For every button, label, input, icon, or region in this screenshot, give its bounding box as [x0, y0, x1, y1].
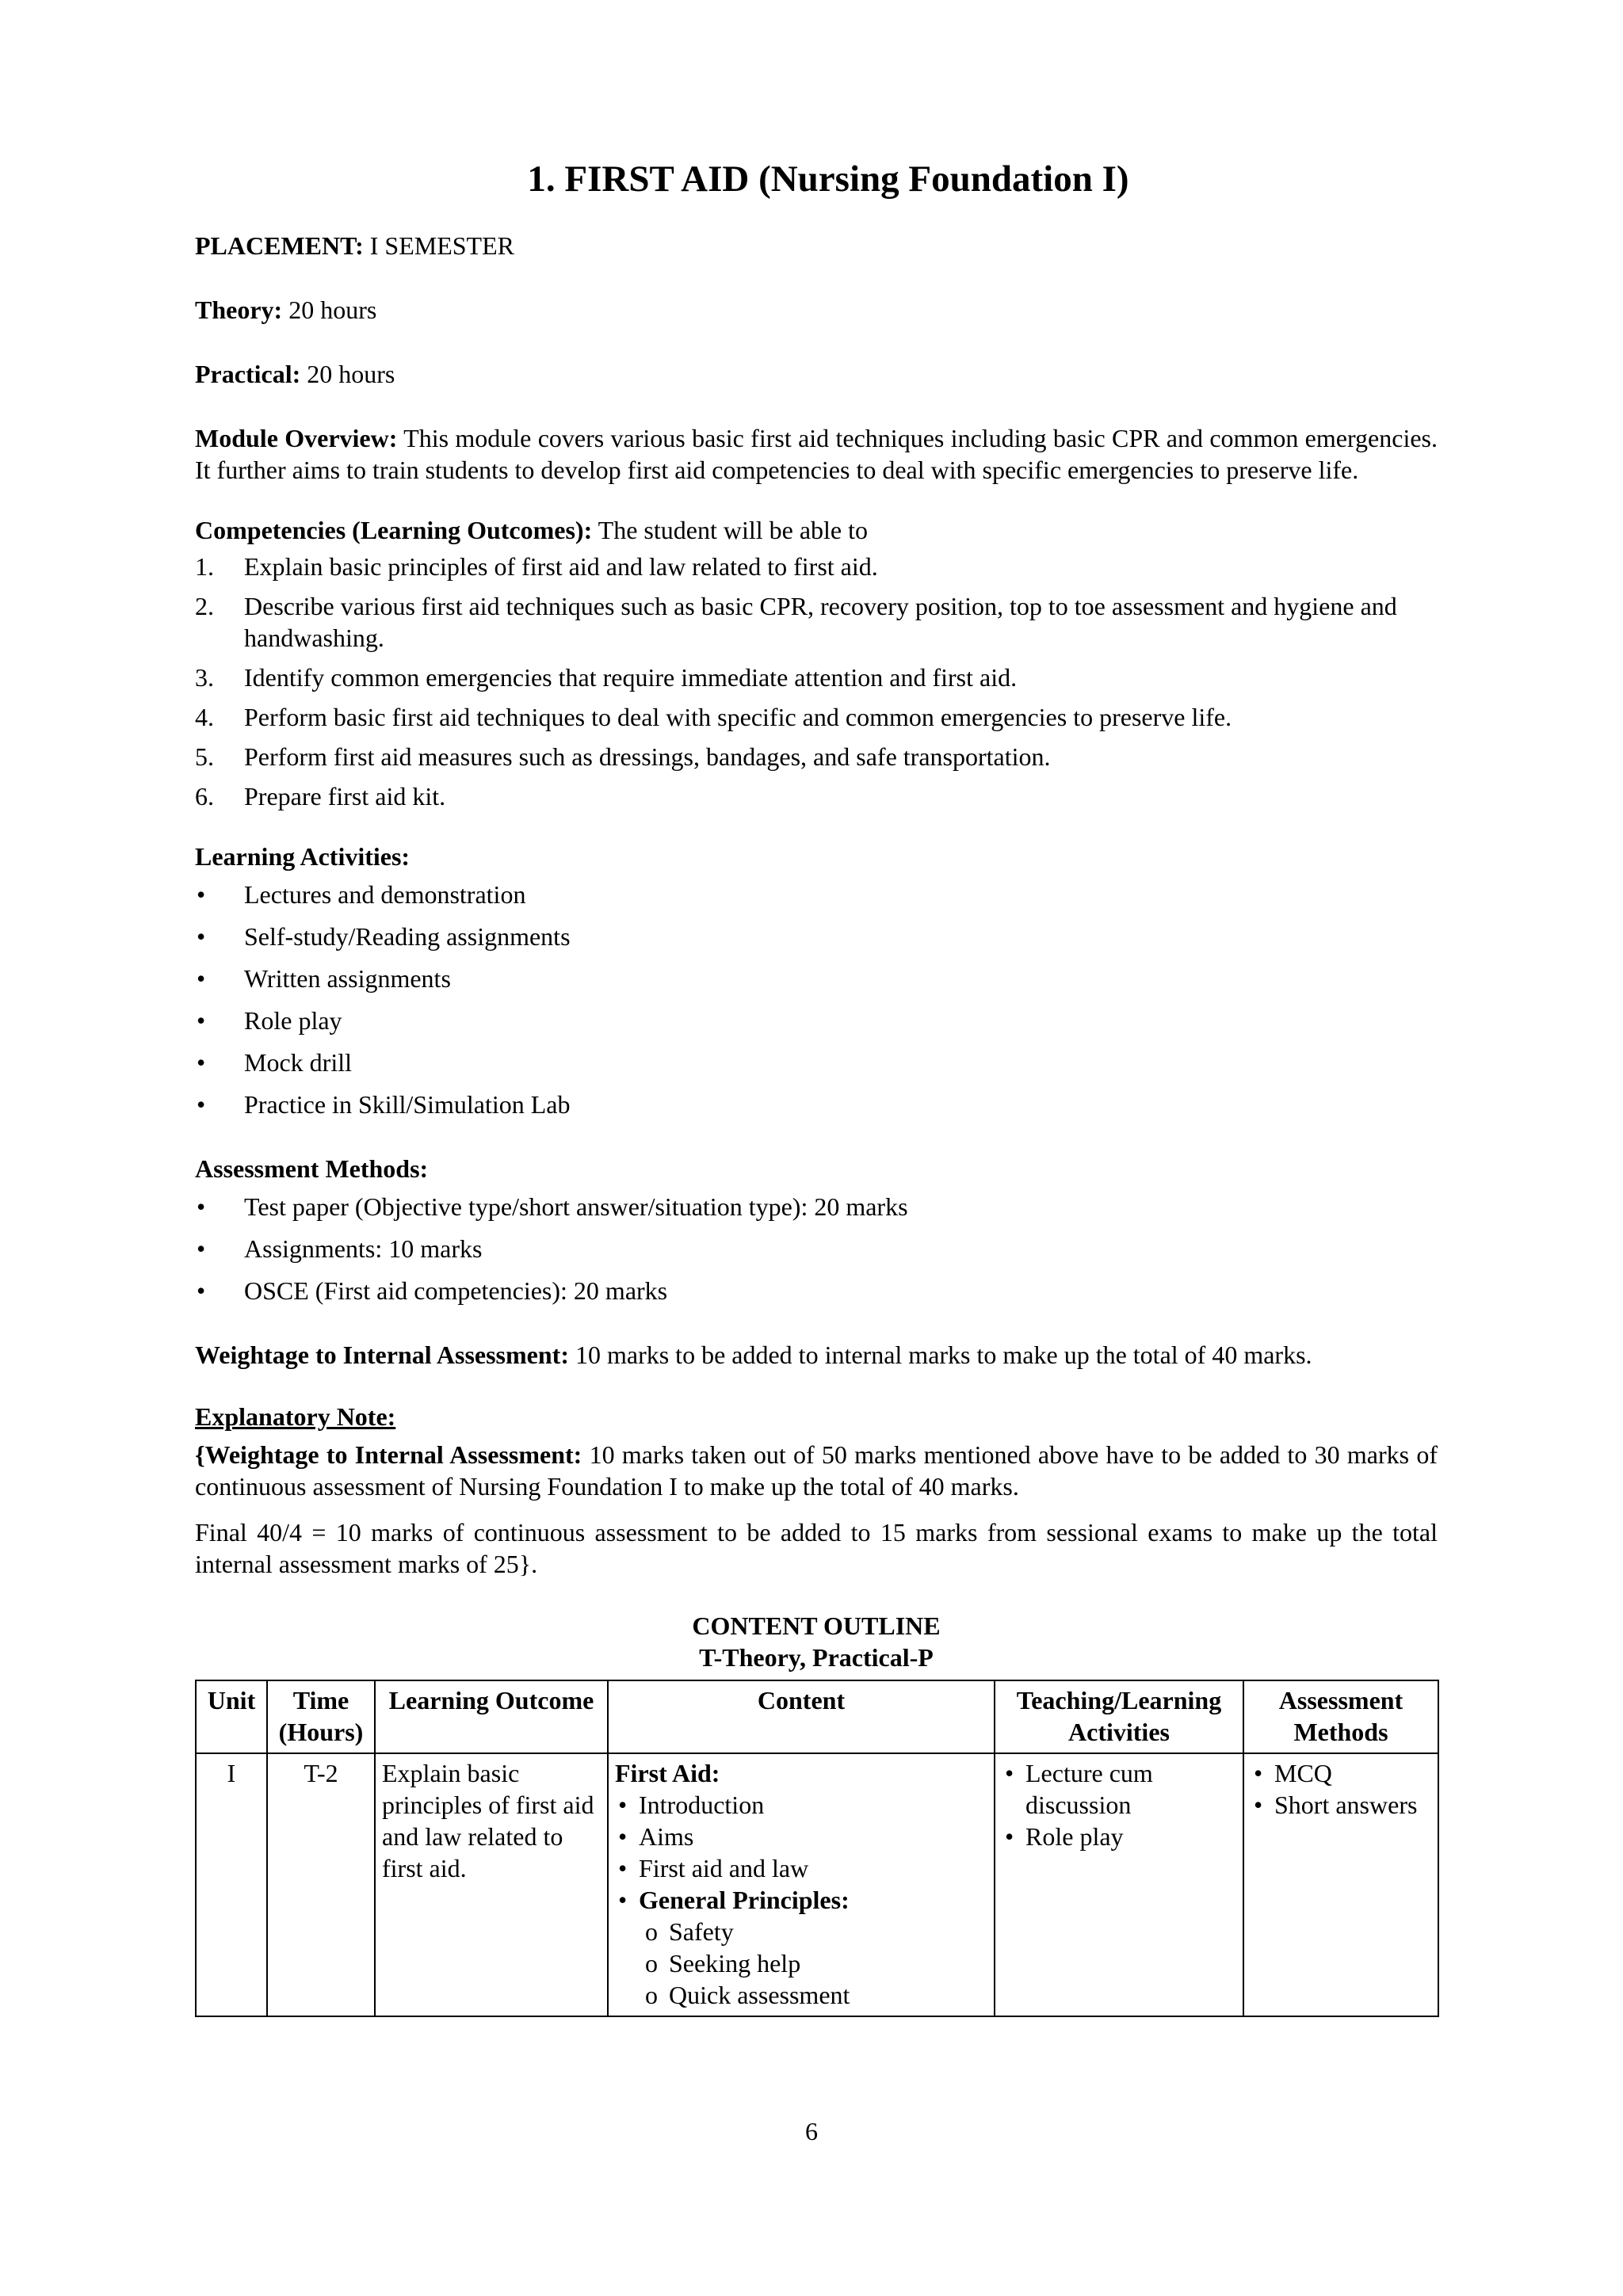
- competencies-section: [195, 514, 1438, 812]
- explanatory-note-section: [195, 1401, 1438, 1580]
- list-number: 3.: [195, 663, 214, 692]
- learning-activities-list: [195, 879, 1438, 1131]
- assessment-methods-section: [195, 1153, 1438, 1317]
- column-header-content: Content: [608, 1680, 995, 1753]
- assessment-list: [1251, 1757, 1431, 1821]
- competencies-list: [195, 551, 1438, 812]
- bullet-icon: •: [1254, 1759, 1263, 1787]
- column-header-assessment: Assessment Methods: [1243, 1680, 1438, 1753]
- cell-time: T-2: [267, 1753, 375, 2016]
- explanatory-note-bold: {Weightage to Internal Assessment:: [195, 1440, 582, 1469]
- list-text: Test paper (Objective type/short answer/situation type): 20 marks: [244, 1192, 908, 1221]
- content-list: [615, 1789, 987, 2011]
- theory-line: [195, 294, 1438, 326]
- list-number: 1.: [195, 552, 214, 581]
- sub-bullet-icon: o: [645, 1981, 658, 2009]
- bullet-icon: •: [197, 1234, 206, 1263]
- list-item: [195, 1275, 1438, 1317]
- content-outline-title: CONTENT OUTLINE: [692, 1611, 941, 1640]
- list-text: Safety: [669, 1917, 734, 1946]
- bullet-icon: •: [618, 1854, 628, 1882]
- bullet-icon: •: [197, 1090, 206, 1119]
- column-header-activities: Teaching/Learning Activities: [995, 1680, 1243, 1753]
- explanatory-note-paragraph-1: [195, 1439, 1438, 1502]
- list-number: 6.: [195, 782, 214, 810]
- overview-label: Module Overview:: [195, 424, 398, 452]
- bullet-icon: •: [1254, 1791, 1263, 1819]
- bullet-icon: •: [197, 964, 206, 993]
- bullet-icon: •: [618, 1886, 628, 1914]
- list-text: Perform first aid measures such as dressings, bandages, and safe transportation.: [244, 742, 1051, 771]
- list-text: Seeking help: [669, 1949, 801, 1978]
- explanatory-note-text-1: 10 marks taken out of 50 marks mentioned above have to be added to 30 marks of continuous assessment of Nursing Foundation I to make up the total of 40 marks.: [195, 1440, 1438, 1501]
- column-header-unit: Unit: [196, 1680, 267, 1753]
- competencies-intro: The student will be able to: [592, 516, 869, 544]
- column-header-time: Time (Hours): [267, 1680, 375, 1753]
- bullet-icon: •: [197, 1048, 206, 1077]
- list-text: Identify common emergencies that require immediate attention and first aid.: [244, 663, 1018, 692]
- sub-bullet-icon: o: [645, 1949, 658, 1978]
- list-text: OSCE (First aid competencies): 20 marks: [244, 1276, 668, 1305]
- bullet-icon: •: [197, 1276, 206, 1305]
- list-text: Describe various first aid techniques such as basic CPR, recovery position, top to toe assessment and hygiene and handwashing.: [244, 592, 1397, 652]
- placement-value: I SEMESTER: [363, 231, 514, 260]
- list-item: [615, 1852, 987, 1884]
- list-text: Prepare first aid kit.: [244, 782, 446, 810]
- activities-list: [1002, 1757, 1236, 1852]
- overview-text: This module covers various basic first aid techniques including basic CPR and common emergencies. It further aims to train students to develop first aid competencies to deal with specific emergencies to preserve life.: [195, 424, 1438, 484]
- list-item: [1002, 1821, 1236, 1852]
- list-item: [195, 921, 1438, 963]
- list-item: [195, 1005, 1438, 1047]
- list-text: Short answers: [1274, 1791, 1418, 1819]
- list-text: Role play: [244, 1006, 342, 1035]
- weightage-label: Weightage to Internal Assessment:: [195, 1341, 569, 1369]
- table-row: [196, 1753, 1438, 2016]
- bullet-icon: •: [197, 880, 206, 909]
- bullet-icon: •: [618, 1791, 628, 1819]
- page-number: 6: [805, 2117, 818, 2145]
- assessment-methods-list: [195, 1191, 1438, 1317]
- cell-assessment: [1243, 1753, 1438, 2016]
- list-number: 2.: [195, 592, 214, 620]
- competencies-heading: [195, 514, 1438, 546]
- list-text: Mock drill: [244, 1048, 352, 1077]
- list-item: [1002, 1757, 1236, 1821]
- bullet-icon: •: [1005, 1759, 1014, 1787]
- theory-value: 20 hours: [282, 296, 377, 324]
- column-header-outcome: Learning Outcome: [375, 1680, 608, 1753]
- content-outline-table: [195, 1680, 1439, 2017]
- list-item: [195, 701, 1438, 733]
- learning-activities-section: [195, 841, 1438, 1131]
- list-item: [195, 551, 1438, 582]
- content-outline-section: [195, 1610, 1438, 2017]
- list-text: Introduction: [639, 1791, 765, 1819]
- weightage-text: 10 marks to be added to internal marks to make up the total of 40 marks.: [568, 1341, 1312, 1369]
- list-text: Perform basic first aid techniques to deal with specific and common emergencies to preserve life.: [244, 703, 1232, 731]
- cell-activities: [995, 1753, 1243, 2016]
- cell-unit: I: [196, 1753, 267, 2016]
- list-text: MCQ: [1274, 1759, 1332, 1787]
- list-text: Aims: [639, 1822, 694, 1851]
- list-text: First aid and law: [639, 1854, 809, 1882]
- list-item: [615, 1884, 987, 1916]
- learning-activities-label: Learning Activities:: [195, 842, 411, 871]
- cell-content: [608, 1753, 995, 2016]
- list-item: [195, 963, 1438, 1005]
- list-item: [615, 1916, 987, 1947]
- list-item: [195, 590, 1438, 654]
- list-item: [195, 662, 1438, 693]
- list-item: [1251, 1789, 1431, 1821]
- competencies-label: Competencies (Learning Outcomes):: [195, 516, 593, 544]
- practical-label: Practical:: [195, 360, 301, 388]
- explanatory-note-paragraph-2: Final 40/4 = 10 marks of continuous assessment to be added to 15 marks from sessional exams to make up the total internal assessment marks of 25}.: [195, 1518, 1438, 1578]
- bullet-icon: •: [197, 922, 206, 951]
- list-item: [195, 1089, 1438, 1131]
- explanatory-note-label: Explanatory Note:: [195, 1402, 396, 1431]
- list-item: [195, 741, 1438, 772]
- list-item: [615, 1789, 987, 1821]
- list-text: Practice in Skill/Simulation Lab: [244, 1090, 571, 1119]
- placement-line: [195, 230, 1438, 261]
- list-item: [615, 1947, 987, 1979]
- explanatory-note-heading: [195, 1401, 1438, 1432]
- list-text: General Principles:: [639, 1886, 850, 1914]
- assessment-methods-heading: [195, 1153, 1438, 1184]
- list-item: [195, 780, 1438, 812]
- sub-bullet-icon: o: [645, 1917, 658, 1946]
- page-content: [195, 157, 1438, 2017]
- list-text: Explain basic principles of first aid and law related to first aid.: [244, 552, 878, 581]
- placement-label: PLACEMENT:: [195, 231, 364, 260]
- list-text: Assignments: 10 marks: [244, 1234, 483, 1263]
- list-item: [195, 1047, 1438, 1089]
- list-item: [195, 879, 1438, 921]
- bullet-icon: •: [618, 1822, 628, 1851]
- list-text: Written assignments: [244, 964, 451, 993]
- bullet-icon: •: [1005, 1822, 1014, 1851]
- list-number: 4.: [195, 703, 214, 731]
- module-overview: [195, 422, 1438, 486]
- list-text: Quick assessment: [669, 1981, 850, 2009]
- list-item: [195, 1233, 1438, 1275]
- weightage-line: [195, 1339, 1438, 1371]
- practical-value: 20 hours: [300, 360, 395, 388]
- bullet-icon: •: [197, 1006, 206, 1035]
- theory-label: Theory:: [195, 296, 283, 324]
- learning-activities-heading: [195, 841, 1438, 872]
- bullet-icon: •: [197, 1192, 206, 1221]
- practical-line: [195, 358, 1438, 390]
- list-item: [615, 1821, 987, 1852]
- list-item: [615, 1979, 987, 2011]
- list-number: 5.: [195, 742, 214, 771]
- assessment-methods-label: Assessment Methods:: [195, 1154, 429, 1183]
- list-text: Lecture cum discussion: [1025, 1759, 1153, 1819]
- content-heading: First Aid:: [615, 1759, 720, 1787]
- content-outline-subtitle: T-Theory, Practical-P: [699, 1643, 934, 1672]
- cell-outcome: Explain basic principles of first aid and law related to first aid.: [375, 1753, 608, 2016]
- list-text: Lectures and demonstration: [244, 880, 526, 909]
- list-item: [1251, 1757, 1431, 1789]
- page-title: 1. FIRST AID (Nursing Foundation I): [527, 158, 1129, 200]
- list-text: Self-study/Reading assignments: [244, 922, 571, 951]
- list-item: [195, 1191, 1438, 1233]
- table-header-row: [196, 1680, 1438, 1753]
- list-text: Role play: [1025, 1822, 1124, 1851]
